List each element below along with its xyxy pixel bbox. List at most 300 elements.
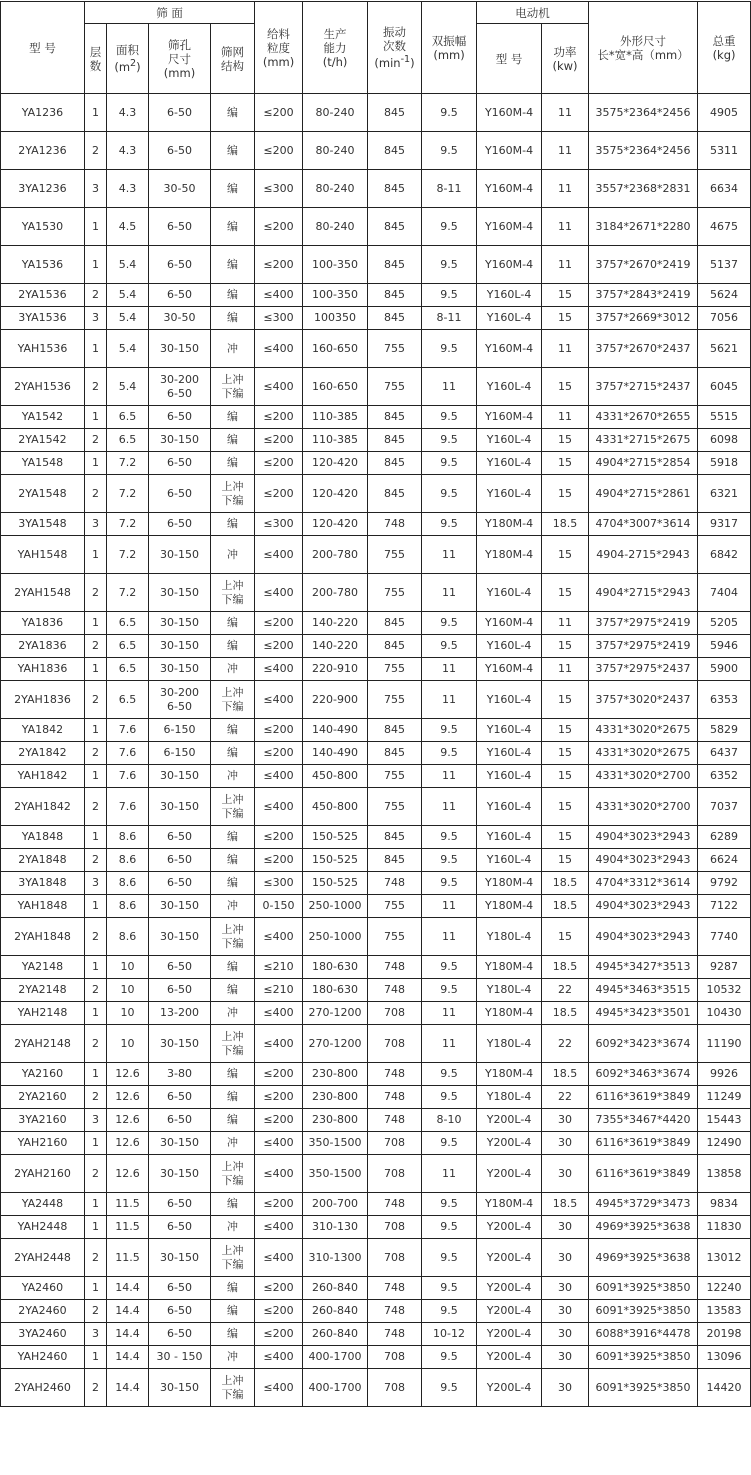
cell-weight: 15443 xyxy=(698,1109,751,1132)
cell-model: 2YAH1836 xyxy=(1,681,85,719)
cell-layers: 1 xyxy=(85,826,107,849)
cell-mesh-structure: 上冲 下编 xyxy=(211,788,255,826)
cell-model: 2YAH2448 xyxy=(1,1239,85,1277)
cell-layers: 2 xyxy=(85,574,107,612)
cell-motor-model: Y160M-4 xyxy=(477,612,542,635)
cell-mesh-structure: 上冲 下编 xyxy=(211,1369,255,1407)
cell-model: 3YA1548 xyxy=(1,513,85,536)
cell-motor-model: Y160L-4 xyxy=(477,429,542,452)
cell-model: YA1542 xyxy=(1,406,85,429)
cell-mesh-structure: 冲 xyxy=(211,1002,255,1025)
cell-model: 2YA1848 xyxy=(1,849,85,872)
cell-feed-size: ≤200 xyxy=(255,132,303,170)
cell-layers: 2 xyxy=(85,1155,107,1193)
cell-vibration: 845 xyxy=(368,742,422,765)
cell-dimensions: 4969*3925*3638 xyxy=(589,1216,698,1239)
cell-area: 4.3 xyxy=(107,94,149,132)
cell-model: 2YA2160 xyxy=(1,1086,85,1109)
cell-layers: 3 xyxy=(85,170,107,208)
cell-capacity: 230-800 xyxy=(303,1109,368,1132)
header-layers: 层 数 xyxy=(85,24,107,94)
cell-mesh-structure: 编 xyxy=(211,429,255,452)
cell-motor-model: Y160L-4 xyxy=(477,719,542,742)
cell-aperture: 30-150 xyxy=(149,574,211,612)
table-row xyxy=(1,1155,751,1193)
cell-motor-model: Y200L-4 xyxy=(477,1239,542,1277)
cell-mesh-structure: 冲 xyxy=(211,658,255,681)
cell-aperture: 6-50 xyxy=(149,1193,211,1216)
cell-area: 11.5 xyxy=(107,1239,149,1277)
cell-weight: 6437 xyxy=(698,742,751,765)
cell-amplitude: 9.5 xyxy=(422,208,477,246)
cell-feed-size: ≤300 xyxy=(255,872,303,895)
cell-mesh-structure: 冲 xyxy=(211,330,255,368)
cell-feed-size: ≤400 xyxy=(255,658,303,681)
table-row xyxy=(1,513,751,536)
cell-aperture: 30-150 xyxy=(149,765,211,788)
cell-area: 7.2 xyxy=(107,574,149,612)
cell-aperture: 6-50 xyxy=(149,513,211,536)
cell-motor-power: 15 xyxy=(542,452,589,475)
header-motor-power: 功率 (kw) xyxy=(542,24,589,94)
cell-dimensions: 6116*3619*3849 xyxy=(589,1155,698,1193)
cell-layers: 2 xyxy=(85,979,107,1002)
cell-motor-model: Y160M-4 xyxy=(477,330,542,368)
cell-model: 3YA2160 xyxy=(1,1109,85,1132)
cell-aperture: 30 - 150 xyxy=(149,1346,211,1369)
cell-mesh-structure: 上冲 下编 xyxy=(211,368,255,406)
cell-aperture: 30-50 xyxy=(149,170,211,208)
cell-vibration: 748 xyxy=(368,1323,422,1346)
cell-amplitude: 9.5 xyxy=(422,1346,477,1369)
cell-motor-model: Y160M-4 xyxy=(477,170,542,208)
cell-layers: 2 xyxy=(85,1239,107,1277)
cell-aperture: 6-50 xyxy=(149,979,211,1002)
cell-motor-model: Y160M-4 xyxy=(477,94,542,132)
cell-motor-model: Y160L-4 xyxy=(477,475,542,513)
cell-area: 6.5 xyxy=(107,429,149,452)
cell-weight: 5829 xyxy=(698,719,751,742)
cell-weight: 5137 xyxy=(698,246,751,284)
cell-aperture: 13-200 xyxy=(149,1002,211,1025)
cell-dimensions: 6092*3423*3674 xyxy=(589,1025,698,1063)
cell-weight: 10430 xyxy=(698,1002,751,1025)
cell-dimensions: 3757*2975*2437 xyxy=(589,658,698,681)
cell-aperture: 6-50 xyxy=(149,452,211,475)
cell-feed-size: ≤400 xyxy=(255,1369,303,1407)
cell-feed-size: ≤200 xyxy=(255,612,303,635)
cell-motor-power: 15 xyxy=(542,284,589,307)
table-row xyxy=(1,918,751,956)
cell-mesh-structure: 编 xyxy=(211,406,255,429)
cell-weight: 6353 xyxy=(698,681,751,719)
cell-motor-power: 15 xyxy=(542,475,589,513)
cell-motor-power: 30 xyxy=(542,1369,589,1407)
cell-aperture: 30-150 xyxy=(149,1369,211,1407)
header-amplitude: 双振幅 (mm) xyxy=(422,2,477,94)
cell-weight: 6321 xyxy=(698,475,751,513)
cell-aperture: 3-80 xyxy=(149,1063,211,1086)
cell-motor-model: Y200L-4 xyxy=(477,1109,542,1132)
cell-motor-power: 30 xyxy=(542,1132,589,1155)
cell-weight: 6098 xyxy=(698,429,751,452)
cell-motor-model: Y160L-4 xyxy=(477,307,542,330)
cell-vibration: 755 xyxy=(368,895,422,918)
cell-model: 2YAH1848 xyxy=(1,918,85,956)
cell-amplitude: 11 xyxy=(422,1155,477,1193)
cell-dimensions: 6092*3463*3674 xyxy=(589,1063,698,1086)
cell-area: 6.5 xyxy=(107,658,149,681)
cell-motor-model: Y160L-4 xyxy=(477,681,542,719)
cell-layers: 2 xyxy=(85,788,107,826)
cell-vibration: 748 xyxy=(368,1277,422,1300)
cell-model: YA2160 xyxy=(1,1063,85,1086)
cell-weight: 10532 xyxy=(698,979,751,1002)
cell-aperture: 6-50 xyxy=(149,1323,211,1346)
cell-vibration: 755 xyxy=(368,536,422,574)
cell-aperture: 6-50 xyxy=(149,1109,211,1132)
cell-motor-model: Y200L-4 xyxy=(477,1132,542,1155)
cell-mesh-structure: 编 xyxy=(211,94,255,132)
cell-motor-power: 11 xyxy=(542,208,589,246)
table-row xyxy=(1,330,751,368)
cell-mesh-structure: 编 xyxy=(211,742,255,765)
cell-motor-power: 15 xyxy=(542,826,589,849)
cell-layers: 2 xyxy=(85,284,107,307)
cell-motor-power: 15 xyxy=(542,307,589,330)
cell-capacity: 200-700 xyxy=(303,1193,368,1216)
cell-model: YAH1842 xyxy=(1,765,85,788)
table-row xyxy=(1,658,751,681)
cell-vibration: 708 xyxy=(368,1002,422,1025)
cell-dimensions: 4331*3020*2675 xyxy=(589,742,698,765)
cell-weight: 12240 xyxy=(698,1277,751,1300)
cell-layers: 1 xyxy=(85,1193,107,1216)
cell-motor-model: Y200L-4 xyxy=(477,1155,542,1193)
cell-amplitude: 11 xyxy=(422,788,477,826)
cell-model: 2YAH1548 xyxy=(1,574,85,612)
cell-motor-model: Y180M-4 xyxy=(477,956,542,979)
cell-feed-size: ≤200 xyxy=(255,1323,303,1346)
cell-mesh-structure: 上冲 下编 xyxy=(211,1155,255,1193)
cell-motor-model: Y180L-4 xyxy=(477,1086,542,1109)
cell-layers: 2 xyxy=(85,1369,107,1407)
cell-model: YA1536 xyxy=(1,246,85,284)
cell-weight: 11249 xyxy=(698,1086,751,1109)
cell-vibration: 845 xyxy=(368,406,422,429)
cell-capacity: 350-1500 xyxy=(303,1155,368,1193)
cell-weight: 7740 xyxy=(698,918,751,956)
cell-amplitude: 11 xyxy=(422,765,477,788)
cell-weight: 5311 xyxy=(698,132,751,170)
cell-motor-power: 11 xyxy=(542,94,589,132)
cell-motor-power: 30 xyxy=(542,1323,589,1346)
cell-model: YAH1536 xyxy=(1,330,85,368)
cell-aperture: 6-50 xyxy=(149,1216,211,1239)
cell-weight: 5946 xyxy=(698,635,751,658)
cell-capacity: 400-1700 xyxy=(303,1369,368,1407)
cell-capacity: 100350 xyxy=(303,307,368,330)
cell-amplitude: 11 xyxy=(422,368,477,406)
cell-aperture: 30-150 xyxy=(149,635,211,658)
cell-area: 8.6 xyxy=(107,872,149,895)
cell-motor-model: Y160L-4 xyxy=(477,368,542,406)
cell-motor-model: Y200L-4 xyxy=(477,1300,542,1323)
cell-feed-size: ≤200 xyxy=(255,742,303,765)
cell-layers: 1 xyxy=(85,612,107,635)
table-row xyxy=(1,635,751,658)
cell-amplitude: 9.5 xyxy=(422,719,477,742)
cell-aperture: 6-150 xyxy=(149,719,211,742)
cell-model: 2YA1236 xyxy=(1,132,85,170)
cell-amplitude: 9.5 xyxy=(422,742,477,765)
cell-mesh-structure: 编 xyxy=(211,635,255,658)
cell-dimensions: 4945*3423*3501 xyxy=(589,1002,698,1025)
cell-capacity: 140-490 xyxy=(303,742,368,765)
cell-capacity: 180-630 xyxy=(303,979,368,1002)
table-row xyxy=(1,307,751,330)
cell-aperture: 30-150 xyxy=(149,1155,211,1193)
cell-feed-size: ≤200 xyxy=(255,208,303,246)
cell-motor-power: 15 xyxy=(542,681,589,719)
cell-dimensions: 6091*3925*3850 xyxy=(589,1369,698,1407)
cell-dimensions: 4331*3020*2675 xyxy=(589,719,698,742)
header-motor-model: 型 号 xyxy=(477,24,542,94)
cell-capacity: 200-780 xyxy=(303,536,368,574)
cell-motor-power: 15 xyxy=(542,849,589,872)
cell-motor-power: 18.5 xyxy=(542,895,589,918)
cell-amplitude: 9.5 xyxy=(422,826,477,849)
cell-layers: 2 xyxy=(85,1300,107,1323)
cell-amplitude: 9.5 xyxy=(422,849,477,872)
cell-mesh-structure: 编 xyxy=(211,307,255,330)
cell-motor-model: Y180M-4 xyxy=(477,1193,542,1216)
cell-aperture: 30-150 xyxy=(149,918,211,956)
cell-motor-power: 11 xyxy=(542,330,589,368)
cell-layers: 1 xyxy=(85,536,107,574)
cell-layers: 1 xyxy=(85,1277,107,1300)
cell-feed-size: ≤400 xyxy=(255,284,303,307)
cell-vibration: 708 xyxy=(368,1216,422,1239)
cell-amplitude: 9.5 xyxy=(422,513,477,536)
cell-layers: 1 xyxy=(85,452,107,475)
cell-mesh-structure: 上冲 下编 xyxy=(211,681,255,719)
cell-dimensions: 3757*2669*3012 xyxy=(589,307,698,330)
table-row xyxy=(1,284,751,307)
header-aperture: 筛孔 尺寸 (mm) xyxy=(149,24,211,94)
cell-capacity: 310-1300 xyxy=(303,1239,368,1277)
cell-motor-model: Y160M-4 xyxy=(477,658,542,681)
cell-model: YAH1836 xyxy=(1,658,85,681)
cell-model: 3YA1848 xyxy=(1,872,85,895)
cell-mesh-structure: 编 xyxy=(211,208,255,246)
cell-dimensions: 3757*3020*2437 xyxy=(589,681,698,719)
cell-dimensions: 4904-2715*2943 xyxy=(589,536,698,574)
cell-vibration: 755 xyxy=(368,788,422,826)
cell-weight: 13858 xyxy=(698,1155,751,1193)
cell-vibration: 755 xyxy=(368,681,422,719)
cell-capacity: 80-240 xyxy=(303,132,368,170)
table-row xyxy=(1,1239,751,1277)
cell-vibration: 845 xyxy=(368,246,422,284)
cell-aperture: 6-50 xyxy=(149,826,211,849)
cell-motor-power: 15 xyxy=(542,536,589,574)
cell-mesh-structure: 冲 xyxy=(211,1346,255,1369)
cell-model: 2YA1548 xyxy=(1,475,85,513)
table-row xyxy=(1,1063,751,1086)
cell-amplitude: 9.5 xyxy=(422,1277,477,1300)
cell-motor-power: 30 xyxy=(542,1346,589,1369)
cell-capacity: 450-800 xyxy=(303,788,368,826)
cell-weight: 9926 xyxy=(698,1063,751,1086)
cell-mesh-structure: 编 xyxy=(211,612,255,635)
cell-vibration: 708 xyxy=(368,1155,422,1193)
cell-aperture: 30-200 6-50 xyxy=(149,681,211,719)
table-row xyxy=(1,849,751,872)
cell-motor-power: 15 xyxy=(542,918,589,956)
cell-feed-size: ≤400 xyxy=(255,536,303,574)
cell-model: YA2448 xyxy=(1,1193,85,1216)
cell-aperture: 6-50 xyxy=(149,132,211,170)
table-row xyxy=(1,368,751,406)
table-row xyxy=(1,872,751,895)
cell-capacity: 450-800 xyxy=(303,765,368,788)
cell-feed-size: ≤400 xyxy=(255,1025,303,1063)
cell-aperture: 6-50 xyxy=(149,208,211,246)
cell-dimensions: 3757*2843*2419 xyxy=(589,284,698,307)
cell-aperture: 6-50 xyxy=(149,246,211,284)
cell-capacity: 400-1700 xyxy=(303,1346,368,1369)
table-row xyxy=(1,406,751,429)
cell-feed-size: ≤200 xyxy=(255,635,303,658)
table-row xyxy=(1,574,751,612)
cell-feed-size: ≤400 xyxy=(255,574,303,612)
cell-layers: 3 xyxy=(85,513,107,536)
cell-capacity: 150-525 xyxy=(303,826,368,849)
table-row xyxy=(1,1109,751,1132)
cell-area: 7.2 xyxy=(107,452,149,475)
cell-amplitude: 8-10 xyxy=(422,1109,477,1132)
cell-weight: 5624 xyxy=(698,284,751,307)
cell-weight: 7404 xyxy=(698,574,751,612)
cell-mesh-structure: 编 xyxy=(211,849,255,872)
cell-capacity: 220-910 xyxy=(303,658,368,681)
cell-layers: 2 xyxy=(85,849,107,872)
cell-model: 2YAH2460 xyxy=(1,1369,85,1407)
cell-layers: 1 xyxy=(85,1063,107,1086)
cell-model: YAH1548 xyxy=(1,536,85,574)
cell-model: 2YAH1536 xyxy=(1,368,85,406)
cell-feed-size: ≤400 xyxy=(255,1216,303,1239)
cell-vibration: 748 xyxy=(368,979,422,1002)
cell-dimensions: 6116*3619*3849 xyxy=(589,1132,698,1155)
cell-area: 6.5 xyxy=(107,612,149,635)
cell-capacity: 160-650 xyxy=(303,368,368,406)
cell-motor-power: 30 xyxy=(542,1216,589,1239)
cell-layers: 1 xyxy=(85,658,107,681)
cell-area: 12.6 xyxy=(107,1132,149,1155)
cell-feed-size: ≤400 xyxy=(255,1002,303,1025)
cell-capacity: 270-1200 xyxy=(303,1025,368,1063)
cell-dimensions: 6091*3925*3850 xyxy=(589,1277,698,1300)
cell-layers: 2 xyxy=(85,635,107,658)
cell-motor-power: 15 xyxy=(542,574,589,612)
cell-mesh-structure: 编 xyxy=(211,1109,255,1132)
cell-capacity: 260-840 xyxy=(303,1277,368,1300)
cell-feed-size: ≤200 xyxy=(255,406,303,429)
cell-layers: 3 xyxy=(85,1323,107,1346)
cell-area: 12.6 xyxy=(107,1109,149,1132)
cell-weight: 9287 xyxy=(698,956,751,979)
cell-mesh-structure: 编 xyxy=(211,1063,255,1086)
cell-layers: 2 xyxy=(85,742,107,765)
cell-model: 2YA2460 xyxy=(1,1300,85,1323)
table-row xyxy=(1,1025,751,1063)
table-row xyxy=(1,765,751,788)
cell-vibration: 748 xyxy=(368,1193,422,1216)
cell-vibration: 755 xyxy=(368,658,422,681)
cell-area: 4.3 xyxy=(107,170,149,208)
cell-capacity: 270-1200 xyxy=(303,1002,368,1025)
cell-aperture: 30-150 xyxy=(149,429,211,452)
cell-amplitude: 11 xyxy=(422,1002,477,1025)
cell-layers: 2 xyxy=(85,918,107,956)
cell-layers: 3 xyxy=(85,1109,107,1132)
cell-weight: 6634 xyxy=(698,170,751,208)
header-vibration: 振动 次数 $(\min^{-1})$ xyxy=(368,2,422,94)
cell-mesh-structure: 冲 xyxy=(211,1216,255,1239)
cell-vibration: 708 xyxy=(368,1132,422,1155)
cell-motor-power: 18.5 xyxy=(542,513,589,536)
cell-dimensions: 3757*2670*2419 xyxy=(589,246,698,284)
cell-layers: 2 xyxy=(85,681,107,719)
cell-area: 12.6 xyxy=(107,1155,149,1193)
cell-mesh-structure: 编 xyxy=(211,246,255,284)
cell-area: 5.4 xyxy=(107,307,149,330)
cell-aperture: 6-50 xyxy=(149,1277,211,1300)
cell-model: 3YA1536 xyxy=(1,307,85,330)
cell-area: 6.5 xyxy=(107,681,149,719)
cell-model: 3YA1236 xyxy=(1,170,85,208)
cell-amplitude: 11 xyxy=(422,681,477,719)
cell-dimensions: 4904*3023*2943 xyxy=(589,895,698,918)
cell-vibration: 748 xyxy=(368,513,422,536)
table-body xyxy=(1,94,751,1407)
cell-vibration: 708 xyxy=(368,1369,422,1407)
cell-layers: 1 xyxy=(85,246,107,284)
cell-capacity: 260-840 xyxy=(303,1323,368,1346)
cell-mesh-structure: 编 xyxy=(211,826,255,849)
cell-weight: 7122 xyxy=(698,895,751,918)
cell-feed-size: ≤400 xyxy=(255,1346,303,1369)
cell-layers: 2 xyxy=(85,429,107,452)
cell-feed-size: ≤400 xyxy=(255,330,303,368)
cell-vibration: 755 xyxy=(368,918,422,956)
table-row xyxy=(1,1002,751,1025)
cell-layers: 2 xyxy=(85,1025,107,1063)
cell-aperture: 6-50 xyxy=(149,1086,211,1109)
cell-motor-model: Y200L-4 xyxy=(477,1323,542,1346)
cell-area: 4.3 xyxy=(107,132,149,170)
cell-motor-model: Y200L-4 xyxy=(477,1369,542,1407)
cell-weight: 4675 xyxy=(698,208,751,246)
cell-motor-power: 18.5 xyxy=(542,1002,589,1025)
cell-capacity: 120-420 xyxy=(303,513,368,536)
cell-feed-size: ≤400 xyxy=(255,368,303,406)
cell-motor-model: Y160M-4 xyxy=(477,246,542,284)
cell-capacity: 350-1500 xyxy=(303,1132,368,1155)
cell-weight: 13012 xyxy=(698,1239,751,1277)
